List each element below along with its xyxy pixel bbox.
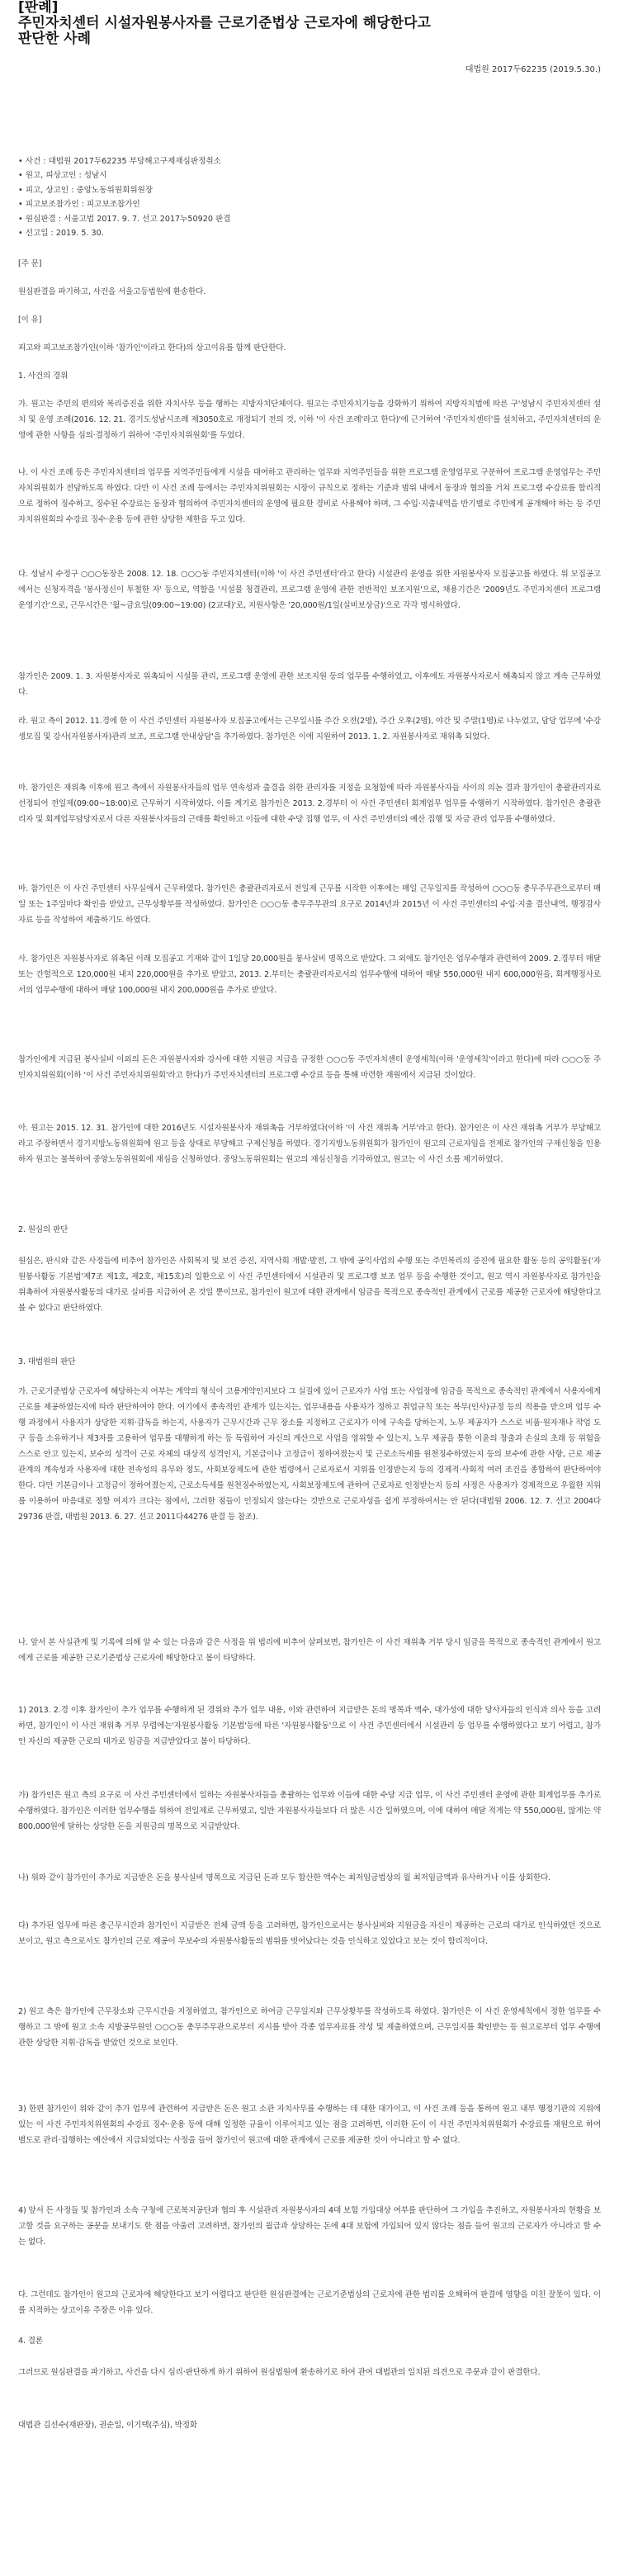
paragraph-lower-court: 원심은, 판시와 같은 사정들에 비추어 참가인은 사회복지 및 보건 증진, 지역사회 개발·발전, 그 밖에 공익사업의 수행 또는 주민복리의 증진에 필요한 활동 등의 공익활동('자원봉사활동 기본법'제7조 제1호, 제2호, 제15호)의 일환으로 이 사건 주민센터에서 시설관리 및 프로그램 보조 업무 등을 수행한 것이고, 원고 역시 자원봉사자로 참가인을 위촉하여 자원봉사활동의 대가로 실비를 지급하여 온 것일 뿐이므로, 참가인이 원고에 대한 관계에서 임금을 목적으로 종속적인 관계에서 근로를 제공한 근로자에 해당한다고 볼 수 없다고 판단하였다. bbox=[18, 1257, 601, 1314]
heading-background: 1. 사건의 경위 bbox=[18, 372, 69, 381]
paragraph-1-ra: 라. 원고 측이 2012. 11.경에 한 이 사건 주민센터 자원봉사자 모집공고에서는 근무일시를 주간 오전(2명), 주간 오후(2명), 야간 및 주말(1명)로 나누었고, 담당 업무에 '수강생모집 및 강사(자원봉사자)관리 보조, 프로그램 안내상담'을 추가하였다. 참가인은 이에 지원하여 2013. 1. 2. 자원봉사자로 재위촉 되었다. bbox=[18, 717, 601, 742]
title-main-cont: 판단한 사례 bbox=[18, 31, 92, 47]
case-reference: 대법원 2017두62235 (2019.5.30.) bbox=[465, 65, 601, 74]
section-heading-reasons: [이 유] bbox=[18, 315, 42, 324]
paragraph-1-ma: 마. 참가인은 재위촉 이후에 원고 측에서 자원봉사자들의 업무 연속성과 출결을 위한 관리자를 지정을 요청함에 따라 자원봉사자들 사이의 의논 결과 참가인이 총괄관리자로 선정되어 전일제(09:00~18:00)로 근무하기 시작하였다. 이를 계기로 참가인은 2013. 2.경부터 이 사건 주민센터 회계업무 업무를 수행하기 시작하였다. 참가인은 총괄관리자 및 회계업무담당자로서 다른 자원봉사자들의 근태를 확인하고 이들에 대한 수당 집행 업무, 이 사건 주민센터의 예산 집행 및 자금 관리 업무를 수행하였다. bbox=[18, 784, 601, 825]
order-text: 원심판결을 파기하고, 사건을 서울고등법원에 환송한다. bbox=[18, 287, 206, 296]
paragraph-3-na-2: 2) 원고 측은 참가인에 근무장소와 근무시간을 지정하였고, 참가인으로 하여금 근무일지와 근무상황부를 작성하도록 하였다. 참가인은 이 사건 운영세칙에서 정한 업무를 수행하고 그 밖에 원고 소속 지방공무원인 ○○○동 총무주무관으로부터 지시를 받아 각종 업무자료를 작성 및 제출하였으며, 근무일지를 확인받는 등 원고로부터 업무 수행에 관한 상당한 지휘·감독을 받았던 것으로 보인다. bbox=[18, 2007, 601, 2048]
paragraph-3-na-1-da: 다) 추가된 업무에 따른 총근무시간과 참가인이 지급받은 전체 금액 등을 고려하면, 참가인으로서는 봉사실비와 지원금을 자신이 제공하는 근로의 대가로 인식하였던 것으로 보이고, 원고 측으로서도 참가인의 근로 제공이 무보수의 자원봉사활동의 범위를 벗어났다는 것을 인식하고 있었다고 보는 것이 합리적이다. bbox=[18, 1921, 601, 1947]
paragraph-1-ba: 바. 참가인은 이 사건 주민센터 사무실에서 근무하였다. 참가인은 총괄관리자로서 전일제 근무를 시작한 이후에는 매일 근무일지를 작성하여 ○○○동 총무주무관으로부터 매일 또는 1주일마다 확인을 받았고, 근무상황부를 작성하였다. 참가인은 ○○○동 총무주무관의 요구로 2014년과 2015년 이 사건 주민센터의 수입·지출 결산내역, 행정감사자료 등을 작성하여 제출하기도 하였다. bbox=[18, 884, 601, 926]
case-info-list bbox=[18, 154, 601, 240]
reasons-intro: 피고와 피고보조참가인(이하 '참가인'이라고 한다)의 상고이유를 함께 판단한다. bbox=[18, 343, 286, 353]
paragraph-1-a: 아. 원고는 2015. 12. 31. 참가인에 대한 2016년도 시설자원봉사자 재위촉을 거부하였다(이하 '이 사건 재위촉 거부'라고 한다). 참가인은 이 사건 재위촉 거부가 부당해고라고 주장하면서 경기지방노동위원회에 원고 등을 상대로 부당해고 구제신청을 하였다. 경기지방노동위원회가 참가인이 원고의 근로자임을 전제로 참가인의 구제신청을 인용하자 원고는 불복하여 중앙노동위원회에 재심을 신청하였다. 중앙노동위원회는 원고의 재심신청을 기각하였고, 원고는 이 사건 소를 제기하였다. bbox=[18, 1124, 601, 1165]
paragraph-3-ga: 가. 근로기준법상 근로자에 해당하는지 여부는 계약의 형식이 고용계약인지보다 그 실질에 있어 근로자가 사업 또는 사업장에 임금을 목적으로 종속적인 관계에서 사용자에게 근로를 제공하였는지에 따라 판단하여야 한다. 여기에서 종속적인 관계가 있는지는, 업무내용을 사용자가 정하고 취업규칙 또는 복무(인사)규정 등의 적용을 받으며 업무 수행 과정에서 사용자가 상당한 지휘·감독을 하는지, 사용자가 근무시간과 근무 장소를 지정하고 근로자가 이에 구속을 당하는지, 노무 제공자가 스스로 비품·원자재나 작업 도구 등을 소유하거나 제3자를 고용하여 업무를 대행하게 하는 등 독립하여 자신의 계산으로 사업을 영위할 수 있는지, 노무 제공을 통한 이윤의 창출과 손실의 초래 등 위험을 스스로 안고 있는지, 보수의 성격이 근로 자체의 대상적 성격인지, 기본급이나 고정급이 정하여졌는지 및 근로소득세를 원천징수하였는지 등의 보수에 관한 사항, 근로 제공 관계의 계속성과 사용자에 대한 전속성의 유무와 정도, 사회보장제도에 관한 법령에서 근로자로서 지위를 인정받는지 등의 경제적·사회적 여러 조건을 종합하여 판단하여야 한다. 다만 기본급이나 고정급이 정하여졌는지, 근로소득세를 원천징수하였는지, 사회보장제도에 관하여 근로자로 인정받는지 등의 사정은 사용자가 경제적으로 우월한 지위를 이용하여 마음대로 정할 여지가 크다는 점에서, 그러한 점들이 인정되지 않는다는 것만으로 근로자성을 쉽게 부정하여서는 안 된다(대법원 2006. 12. 7. 선고 2004다29736 판결, 대법원 2013. 6. 27. 선고 2011다44276 판결 등 참조). bbox=[18, 1387, 601, 1522]
paragraph-1-sa: 사. 참가인은 자원봉사자로 위촉된 이래 모집공고 기재와 같이 1일당 20,000원을 봉사실비 명목으로 받았다. 그 외에도 참가인은 업무수행과 관련하여 2009. 2.경부터 매달 또는 간헐적으로 120,000원 내지 220,000원을 추가로 받았고, 2013. 2.부터는 총괄관리자로서의 업무수행에 대하여 매달 550,000원 내지 600,000원을, 회계행정사로서의 업무수행에 대하여 매달 100,000원 내지 200,000원을 추가로 받았다. bbox=[18, 954, 601, 996]
paragraph-3-na-3: 3) 한편 참가인이 위와 같이 추가 업무에 관련하여 지급받은 돈은 원고 소관 자치사무를 수행하는 데 대한 대가이고, 이 사건 조례 등을 통하여 원고 내부 행정기관의 지위에 있는 이 사건 주민자치위원회의 수강료 징수·운용 등에 대해 일정한 규율이 이루어지고 있는 점을 고려하면, 이러한 돈이 이 사건 주민자치위원회가 수강료를 재원으로 하여 별도로 관리·집행하는 예산에서 지급되었다는 사정을 들어 참가인이 원고에 대한 관계에서 근로를 제공한 것이 아니라고 할 수 없다. bbox=[18, 2105, 601, 2146]
heading-supreme-court: 3. 대법원의 판단 bbox=[18, 1357, 76, 1366]
heading-conclusion: 4. 결론 bbox=[18, 2337, 43, 2346]
case-info-item: • 피고, 상고인 : 중앙노동위원회위원장 bbox=[18, 185, 154, 195]
paragraph-3-na-4: 4) 앞서 든 사정들 및 참가인과 소속 구청에 근로복지공단과 협의 후 시설관리 자원봉사자의 4대 보험 가입대상 여부를 판단하여 그 가입을 추진하고, 자원봉사자의 현황을 보고할 것을 요구하는 공문을 보내기도 한 점을 아울러 고려하면, 참가인의 월급과 상당하는 돈에 4대 보험에 가입되어 있지 않다는 점을 들어 원고의 근로자가 아니라고 할 수는 없다. bbox=[18, 2206, 601, 2247]
paragraph-3-na-1: 1) 2013. 2.경 이후 참가인이 추가 업무를 수행하게 된 경위와 추가 업무 내용, 이와 관련하여 지급받은 돈의 명목과 액수, 대가성에 대한 당사자들의 인식과 의사 등을 고려하면, 참가인이 이 사건 재위촉 거부 무렵에는'자원봉사활동 기본법'등에 따른 '자원봉사활동'으로 이 사건 주민센터에서 시설관리 등 업무를 수행하였다고 보기 어렵고, 참가인 자신의 제공한 근로의 대가로 임금을 지급받았다고 봄이 타당하다. bbox=[18, 1706, 601, 1747]
paragraph-1-sa-cont: 참가인에게 지급된 봉사실비 이외의 돈은 자원봉사자와 강사에 대한 지원금 지급을 규정한 ○○○동 주민자치센터 운영세칙(이하 '운영세칙'이라고 한다)에 따라 ○○○동 주민자치위원회(이하 '이 사건 주민자치위원회'라고 한다)가 주민자치센터의 프로그램 수강료 등을 통해 마련한 재원에서 지급된 것이었다. bbox=[18, 1055, 601, 1081]
case-info-item: • 원고, 피상고인 : 성남시 bbox=[18, 171, 107, 181]
section-heading-order: [주 문] bbox=[18, 259, 42, 268]
case-info-item: • 사건 : 대법원 2017두62235 부당해고구제재심판정취소 bbox=[18, 157, 221, 166]
case-info-item: • 선고일 : 2019. 5. 30. bbox=[18, 229, 104, 239]
title-main: 주민자치센터 시설자원봉사자를 근로기준법상 근로자에 해당한다고 bbox=[18, 15, 431, 31]
paragraph-1-ga: 가. 원고는 주민의 편의와 복리증진을 위한 자치사무 등을 행하는 지방자치단체이다. 원고는 주민자치기능을 강화하기 위하여 지방자치법에 따른 구'성남시 주민자치센터 설치 및 운영 조례(2016. 12. 21. 경기도성남시조례 제3050호로 개정되기 전의 것, 이하 '이 사건 조례'라고 한다)'에 근거하여 '주민자치센터'를 설치하고, 주민자치센터의 운영에 관한 사항을 심의·결정하기 위하여 '주민자치위원회'를 두었다. bbox=[18, 400, 601, 441]
title-tag: [판례] bbox=[18, 0, 59, 16]
case-info-item: • 피고보조참가인 : 피고보조참가인 bbox=[18, 200, 140, 210]
paragraph-3-da: 다. 그런데도 참가인이 원고의 근로자에 해당한다고 보기 어렵다고 판단한 원심판결에는 근로기준법상의 근로자에 관한 법리를 오해하여 판결에 영향을 미친 잘못이 있다. 이를 지적하는 상고이유 주장은 이유 있다. bbox=[18, 2290, 601, 2316]
paragraph-1-da: 다. 성남시 수정구 ○○○동장은 2008. 12. 18. ○○○동 주민자치센터(이하 '이 사건 주민센터'라고 한다) 시설관리 운영을 위한 자원봉사자 모집공고를 하였다. 위 모집공고에서는 신청자격을 '봉사정신이 투철한 자' 등으로, 역할을 '시설물 청결관리, 프로그램 운영에 관한 전반적인 보조지원'으로, 채용기간은 '2009년도 주민자치센터 프로그램 운영기간'으로, 근무시간은 '월~금요일(09:00~19:00) (2교대)'로, 지원사항은 '20,000원/1일(실비보상금)'으로 각각 명시하였다. bbox=[18, 570, 601, 611]
paragraph-3-na-1-ga: 가) 참가인은 원고 측의 요구로 이 사건 주민센터에서 일하는 자원봉사자들을 총괄하는 업무와 이들에 대한 수당 지급 업무, 이 사건 주민센터 운영에 관한 회계업무를 추가로 수행하였다. 참가인은 이러한 업무수행을 위하여 전일제로 근무하였고, 일반 자원봉사자들보다 더 많은 시간 일하였으며, 이에 대하여 매달 적게는 약 550,000원, 많게는 약 800,000원에 달하는 상당한 돈을 지원금의 명목으로 지급받았다. bbox=[18, 1791, 601, 1832]
heading-lower-court: 2. 원심의 판단 bbox=[18, 1225, 69, 1234]
paragraph-1-na: 나. 이 사건 조례 등은 주민자치센터의 업무를 지역주민들에게 시설을 대여하고 관리하는 업무와 지역주민들을 위한 프로그램 운영업무로 구분하여 프로그램 운영업무는 주민자치위원회가 전담하도록 하였다. 다만 이 사건 조례 등에서는 주민자치위원회는 시장이 규칙으로 정하는 기준과 범위 내에서 동장과 협의를 거쳐 프로그램 수강료를 합리적으로 정하여 징수하고, 징수된 수강료는 동장과 협의하여 주민자치센터의 운영에 필요한 경비로 사용해야 하며, 그 수입·지출내역을 반기별로 주민에게 공개해야 하는 등 주민자치위원회의 수강료 징수·운용 등에 관한 상당한 제한을 두고 있다. bbox=[18, 468, 601, 525]
paragraph-3-na: 나. 앞서 본 사실관계 및 기록에 의해 알 수 있는 다음과 같은 사정을 위 법리에 비추어 살펴보면, 참가인은 이 사건 재위촉 거부 당시 임금을 목적으로 종속적인 관계에서 원고에게 근로를 제공한 근로기준법상 근로자에 해당한다고 봄이 타당하다. bbox=[18, 1638, 601, 1664]
justices-signature: 대법관 김선수(재판장), 권순일, 이기택(주심), 박정화 bbox=[18, 2421, 198, 2430]
paragraph-conclusion: 그러므로 원심판결을 파기하고, 사건을 다시 심리·판단하게 하기 위하여 원심법원에 환송하기로 하여 관여 대법관의 일치된 의견으로 주문과 같이 판결한다. bbox=[18, 2368, 541, 2377]
case-info-item: • 원심판결 : 서울고법 2017. 9. 7. 선고 2017누50920 판결 bbox=[18, 214, 231, 224]
paragraph-1-da-cont: 참가인은 2009. 1. 3. 자원봉사자로 위촉되어 시설물 관리, 프로그램 운영에 관한 보조지원 등의 업무를 수행하였고, 이후에도 자원봉사자로서 해촉되지 않고 계속 근무하였다. bbox=[18, 672, 601, 698]
paragraph-3-na-1-na: 나) 위와 같이 참가인이 추가로 지급받은 돈을 봉사실비 명목으로 지급된 돈과 모두 합산한 액수는 최저임금법상의 월 최저임금액과 유사하거나 이를 상회한다. bbox=[18, 1873, 551, 1882]
document-title bbox=[18, 0, 601, 47]
